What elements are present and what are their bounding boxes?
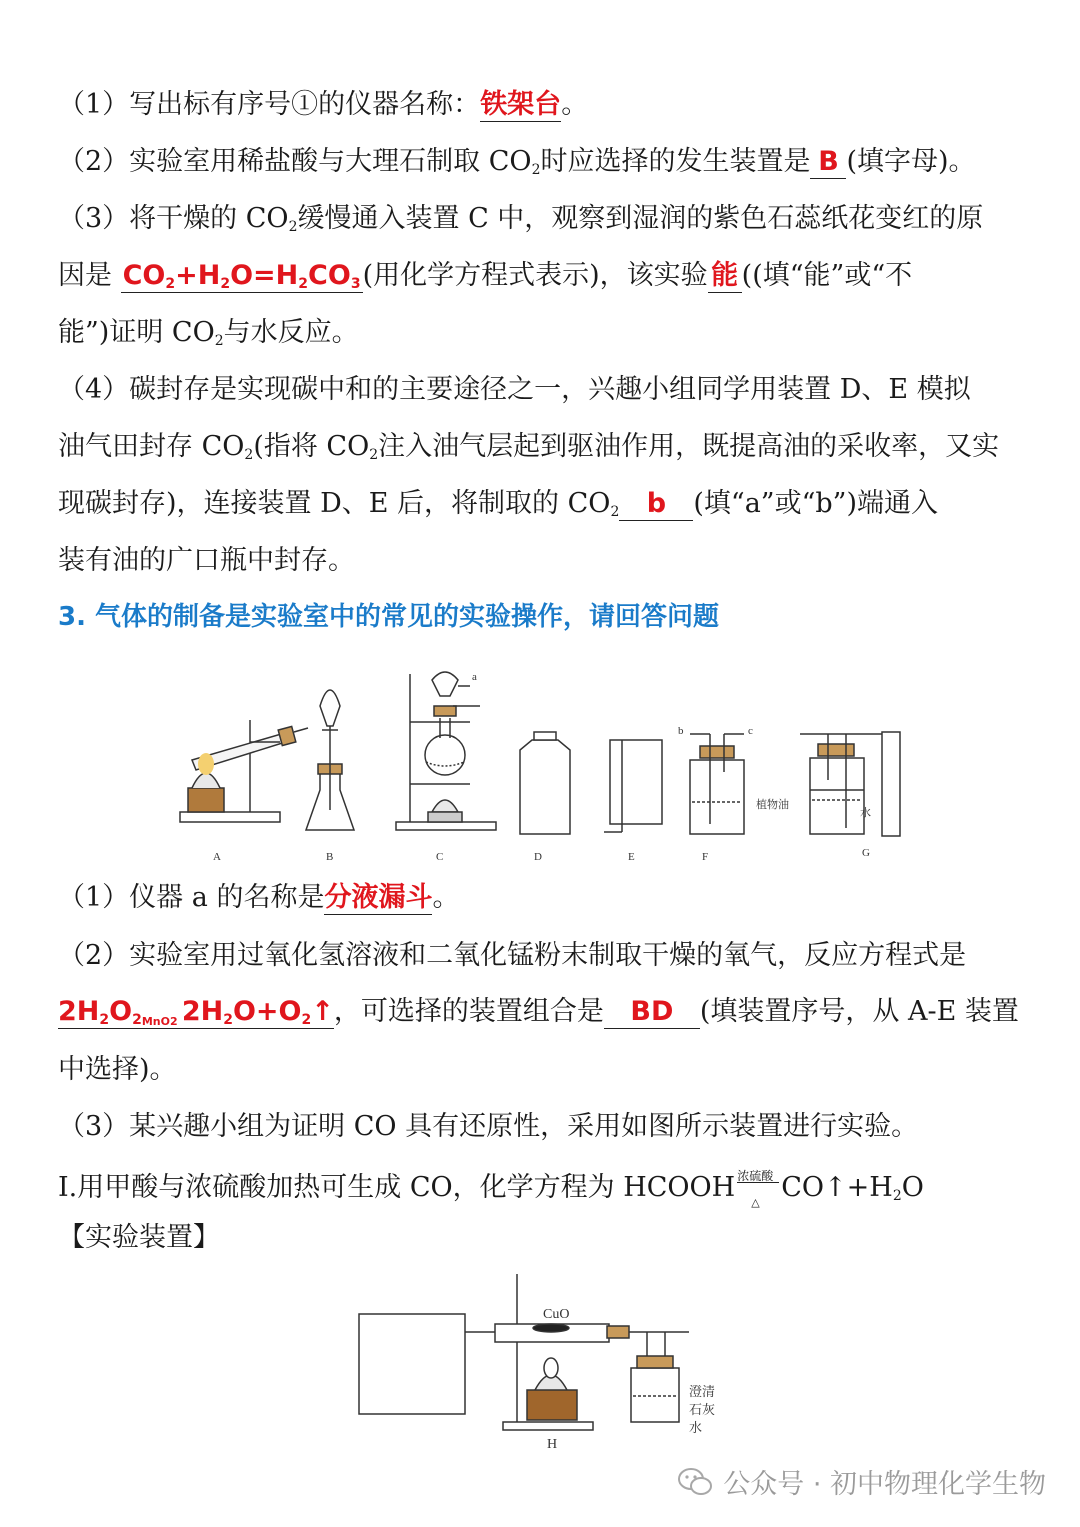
question-4-line3: 现碳封存)，连接装置 D、E 后，将制取的 $CO_2$ b (填“a”或“b”)端通入 — [58, 488, 939, 520]
label-cuo: CuO — [543, 1307, 570, 1322]
answer-3-equation: $CO_2+H_2O=H_2CO_3$ — [122, 260, 361, 292]
s3-part-i: Ⅰ.用甲酸与浓硫酸加热可生成 CO，化学方程为 HCOOH 浓硫酸 △ $CO↑+H_2O$ — [58, 1168, 924, 1209]
answer-3-can: 能 — [708, 260, 742, 293]
label-c: C — [436, 851, 444, 863]
question-4-line2: 油气田封存 $CO_2$(指将 $CO_2$注入油气层起到驱油作用，既提高油的采收率，又实 — [58, 431, 1000, 463]
label-f: F — [702, 851, 709, 863]
label-e: E — [628, 851, 635, 863]
s3-question-1: （1）仪器 a 的名称是分液漏斗。 — [58, 882, 460, 913]
question-4-line4: 装有油的广口瓶中封存。 — [58, 545, 355, 576]
label-lime-3: 水 — [689, 1421, 703, 1436]
apparatus-title: 【实验装置】 — [58, 1222, 220, 1253]
label-g: G — [862, 847, 870, 859]
label-lime-1: 澄清 — [689, 1385, 716, 1400]
answer-4: b — [619, 488, 693, 521]
answer-1: 铁架台 — [480, 89, 562, 120]
apparatus-c — [396, 672, 496, 830]
question-4-line1: （4）碳封存是实现碳中和的主要途径之一，兴趣小组同学用装置 D、E 模拟 — [58, 374, 971, 405]
label-h: H — [547, 1437, 558, 1452]
s3-answer-2-equation: $2H_2O_2$ MnO2 $2H_2O+O_2↑$ — [58, 996, 334, 1028]
s3-answer-1: 分液漏斗 — [324, 882, 433, 913]
question-3-line3: 能”)证明 $CO_2$与水反应。 — [58, 317, 359, 349]
tag-water: 水 — [860, 806, 871, 819]
s3-answer-2-combo: BD — [604, 996, 700, 1029]
s3-question-2-line3: 中选择)。 — [58, 1054, 177, 1085]
tag-b: b — [678, 725, 684, 737]
label-d: D — [534, 851, 542, 863]
apparatus-a — [180, 720, 308, 822]
apparatus-figure-h — [355, 1272, 735, 1452]
label-a: A — [213, 851, 221, 863]
unknown-box — [359, 1314, 465, 1414]
s3-question-2-line1: （2）实验室用过氧化氢溶液和二氧化锰粉末制取干燥的氧气，反应方程式是 — [58, 940, 967, 971]
tag-oil: 植物油 — [756, 798, 789, 811]
apparatus-f — [690, 734, 744, 834]
question-3-line2: 因是 $CO_2+H_2O=H_2CO_3$(用化学方程式表示)，该实验 能 ((填“能”或“不 — [58, 260, 913, 292]
apparatus-b — [306, 690, 354, 830]
apparatus-e — [604, 740, 662, 832]
apparatus-d — [520, 732, 570, 834]
s3-question-3: （3）某兴趣小组为证明 CO 具有还原性，采用如图所示装置进行实验。 — [58, 1111, 919, 1142]
label-lime-2: 石灰 — [689, 1403, 716, 1418]
label-b: B — [326, 851, 334, 863]
limewater-bottle — [631, 1368, 679, 1422]
question-2: （2）实验室用稀盐酸与大理石制取 $CO_2$时应选择的发生装置是 B (填字母)。 — [58, 146, 976, 178]
tag-c: c — [748, 725, 753, 737]
answer-2: B — [810, 146, 846, 179]
wechat-icon — [677, 1467, 713, 1497]
section-3-heading: 3. 气体的制备是实验室中的常见的实验操作，请回答问题 — [58, 602, 720, 632]
question-1: （1）写出标有序号①的仪器名称：铁架台。 — [58, 89, 589, 120]
tag-a: a — [472, 671, 477, 683]
footer-watermark — [677, 1462, 1046, 1501]
s3-question-2-line2: $2H_2O_2$ MnO2 $2H_2O+O_2↑$，可选择的装置组合是 BD (填装置序号，从 A-E 装置 — [58, 996, 1019, 1028]
question-3-line1: （3）将干燥的 $CO_2$缓慢通入装置 C 中，观察到湿润的紫色石蕊纸花变红的原 — [58, 203, 984, 235]
apparatus-figure-a-to-g — [170, 660, 910, 865]
apparatus-g — [800, 732, 900, 836]
footer-text: 公众号 · 初中物理化学生物 — [723, 1469, 1046, 1500]
